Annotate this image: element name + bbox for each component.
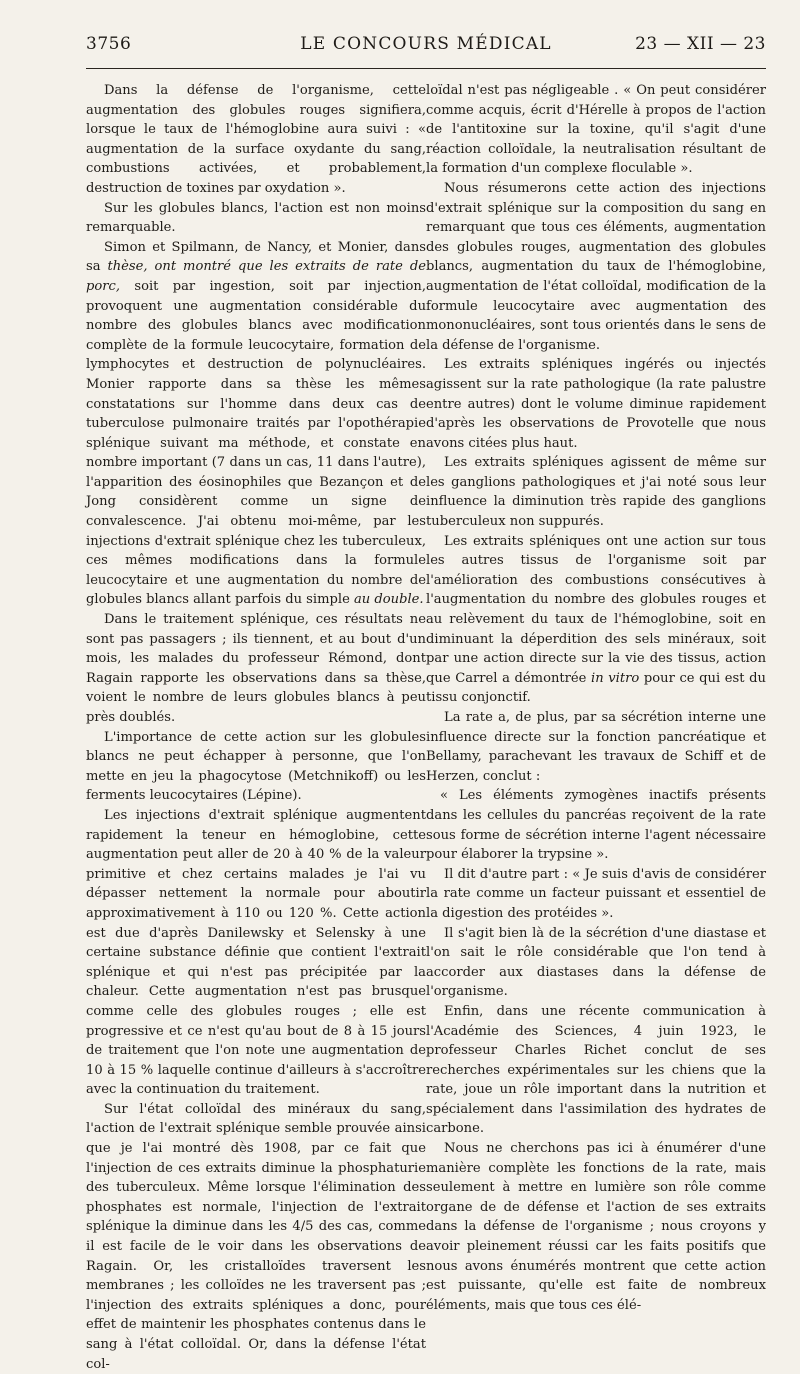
paragraph: Sur l'état colloïdal des minéraux du sang, l'action de l'extrait splénique semble prouvée ainsi que je l'ai montré dès 1908, par ce fait que l'injection de ces extraits diminue la phosphaturie des tuberculeux. Même lorsque l'élimination des phosphates est normale, l'injection de l'extrait splénique la diminue dans les 4/5 des cas, comme il est facile de le voir dans les observations de Ragain. Or, les cristalloïdes traversent les membranes ; les colloïdes ne les traversent pas ; l'injection des extraits spléniques a donc, pour effet de maintenir les phosphates contenus dans le sang à l'état colloïdal. Or, dans la défense l'état col- (86, 1101, 426, 1372)
text-run: Les extraits spléniques ont une action sur tous les autres tissus de l'organisme soit par l'amélioration des combustions consécutives à l'augmentation du nombre des globules rouges et au relèvement du taux de l'hémoglobine, soit en diminuant la déperdition des sels minéraux, soit par une action directe sur la vie des tissus, action que Carrel a démontrée (426, 533, 766, 686)
running-header (86, 34, 766, 60)
paragraph: Nous ne cherchons pas ici à énumérer d'une manière complète les fonctions de la rate, mais seulement à mettre en lumière son rôle comme organe de de défense et l'action de ses extraits dans la défense de l'organisme ; nous croyons y avoir pleinement réussi car les faits positifs que nous avons énumérés montrent que cette action est puissante, qu'elle est faite de nombreux éléments, mais que tous ces élé- (426, 1141, 766, 1313)
quotation: « Les éléments zymogènes inactifs présents dans les cellules du pancréas reçoivent de la rate sous forme de sécrétion interne l'agent nécessaire pour élaborer la trypsine ». (426, 788, 766, 863)
paragraph (86, 238, 426, 610)
text-run: soit par ingestion, soit par injection, provoquent une augmentation considérable du nombre des globules blancs avec modification complète de la formule leucocytaire, formation de lymphocytes et destruction de polynucléaires. Monier rapporte dans sa thèse les mêmes constatations sur l'homme dans deux cas de tuberculose pulmonaire traités par l'opothérapie splénique suivant ma méthode, et constate en nombre important (7 dans un cas, 11 dans l'autre), l'apparition des éosinophiles que Bezançon et de Jong considèrent comme un signe de convalescence. J'ai obtenu moi-même, par les injections d'extrait splénique chez les tuberculeux, ces mêmes modifications dans la formule leucocytaire et une augmentation du nombre de globules blancs allant parfois du simple (86, 278, 426, 608)
text-run: Simon et Spilmann, de Nancy, et Monier, dans sa (86, 239, 426, 275)
paragraph: Enfin, dans une récente communication à l'Académie des Sciences, 4 juin 1923, le professeur Charles Richet conclut de ses recherches expérimentales sur les chiens que la rate, joue un rôle important dans la nutrition et spécialement dans l'assimilation des hydrates de carbone. (426, 1003, 766, 1137)
paragraph: Dans la défense de l'organisme, cette augmentation des globules rouges signifiera, lorsque le taux de l'hémoglobine aura suivi : « augmentation de la surface oxydante du sang, combustions activées, et probablement, destruction de toxines par oxydation ». (86, 83, 426, 196)
paragraph (426, 532, 766, 708)
paragraph: L'importance de cette action sur les globules blancs ne peut échapper à personne, que l'on mette en jeu la phagocytose (Metchnikoff) ou les ferments leucocytaires (Lépine). (86, 729, 426, 804)
paragraph: Il dit d'autre part : « Je suis d'avis de considérer la rate comme un facteur puissant et essentiel de la digestion des protéides ». (426, 866, 766, 921)
journal-title: LE CONCOURS MÉDICAL (300, 34, 552, 54)
italic-run: au double. (353, 592, 424, 608)
italic-run: thèse, ont montré que les extraits de rate de porc, (86, 259, 426, 294)
paragraph: Il s'agit bien là de la sécrétion d'une diastase et l'on sait le rôle considérable que l'on tend à accorder aux diastases dans la défense de l'organisme. (426, 925, 766, 1000)
paragraph: Dans le traitement splénique, ces résultats ne sont pas passagers ; ils tiennent, et au bout d'un mois, les malades du professeur Rémond, dont Ragain rapporte les observations dans sa thèse, voient le nombre de leurs globules blancs à peu près doublés. (86, 612, 426, 725)
paragraph: loïdal n'est pas négligeable . « On peut considérer comme acquis, écrit d'Hérelle à propos de l'action de l'antitoxine sur la toxine, qu'il s'agit d'une réaction colloïdale, la neutralisation résultant de la formation d'un complexe floculable ». (426, 83, 766, 177)
paragraph: Les extraits spléniques agissent de même sur les ganglions pathologiques et j'ai noté sous leur influence la diminution très rapide des ganglions tuberculeux non suppurés. (426, 455, 766, 530)
paragraph: Nous résumerons cette action des injections d'extrait splénique sur la composition du sang en remarquant que tous ces éléments, augmentation des globules rouges, augmentation des globules blancs, augmentation du taux de l'hémoglobine, augmentation de l'état colloïdal, modification de la formule leucocytaire avec augmentation des mononucléaires, sont tous orientés dans le sens de la défense de l'organisme. (426, 180, 766, 353)
right-column (426, 81, 766, 1374)
paragraph: La rate a, de plus, par sa sécrétion interne une influence directe sur la fonction pancréatique et Bellamy, parachevant les travaux de Schiff et de Herzen, conclut : (426, 710, 766, 784)
issue-date: 23 — XII — 23 (635, 34, 766, 54)
left-column (86, 81, 426, 1374)
italic-run: in vitro (591, 670, 640, 686)
paragraph: Les injections d'extrait splénique augmentent rapidement la teneur en hémoglobine, cette augmentation peut aller de 20 à 40 % de la valeur primitive et chez certains malades je l'ai vu dépasser nettement la normale pour aboutir approximativement à 110 ou 120 %. Cette action est due d'après Danilewsky et Selensky à une certaine substance définie que contient l'extrait splénique et qui n'est pas précipitée par la chaleur. Cette augmentation n'est pas brusque comme celle des globules rouges ; elle est progressive et ce n'est qu'au bout de 8 à 15 jours de traitement que l'on note une augmentation de 10 à 15 % laquelle continue d'ailleurs à s'accroître avec la continuation du traitement. (86, 807, 426, 1098)
page-number: 3756 (86, 34, 132, 54)
paragraph: Sur les globules blancs, l'action est non moins remarquable. (86, 200, 426, 236)
header-rule (86, 68, 766, 69)
text-run: pour ce qui est du tissu conjonctif. (426, 670, 766, 706)
two-column-body (86, 81, 766, 1374)
paragraph: Les extraits spléniques ingérés ou injectés agissent sur la rate pathologique (la rate palustre entre autres) dont le volume diminue rapidement d'après les observations de Provotelle que nous avons citées plus haut. (426, 357, 766, 451)
